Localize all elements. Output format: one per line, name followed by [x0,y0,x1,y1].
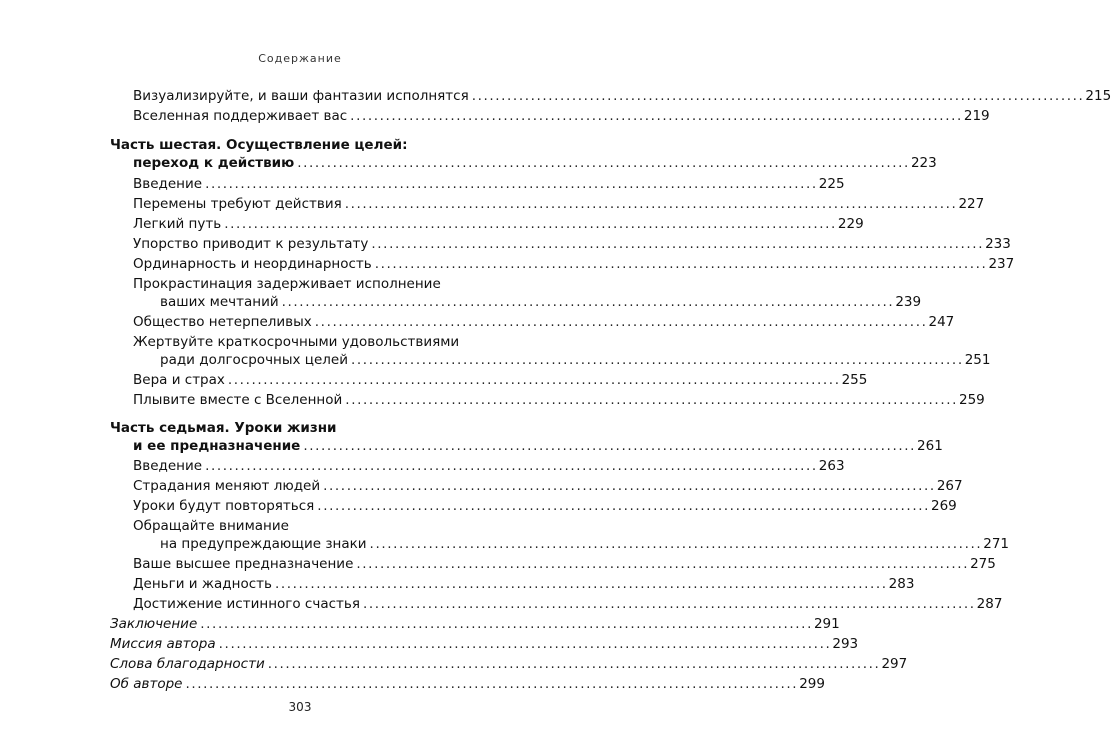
toc-leader-dots: ........................................................................................................ [185,676,799,692]
toc-entry[interactable] [133,498,957,518]
toc-entry-page: 261 [917,438,943,454]
part-heading[interactable] [133,155,937,175]
toc-entry-page: 227 [958,196,985,212]
toc-entry[interactable] [133,334,485,354]
toc-entry-title: Введение [133,176,203,192]
toc-leader-dots: ........................................................................................................ [303,438,917,454]
toc-entry[interactable] [160,294,922,314]
toc-entry[interactable] [133,392,985,412]
toc-entry-page: 293 [832,636,859,652]
toc-entry-title: Легкий путь [133,216,222,232]
toc-leader-dots: ........................................................................................................ [356,556,970,572]
toc-leader-dots: ........................................................................................................ [281,294,895,310]
toc-entry-page: 275 [970,556,996,572]
toc-entry-title: Уроки будут повторяться [133,498,315,514]
toc-leader-dots: ........................................................................................................ [314,314,928,330]
toc-entry[interactable] [110,636,859,656]
toc-entry[interactable] [133,88,1111,108]
toc-entry-title: Достижение истинного счастья [133,596,360,612]
toc-entry-page: 215 [1085,88,1111,104]
toc-leader-dots: ........................................................................................................ [351,352,964,368]
toc-entry-page: 299 [799,676,825,692]
toc-leader-dots: ........................................................................................................ [205,458,818,474]
toc-entry-title: Перемены требуют действия [133,196,342,212]
toc-entry-page: 287 [976,596,1003,612]
toc-entry-title: Упорство приводит к результату [133,236,369,252]
toc-entry[interactable] [110,676,825,696]
toc-entry-title: Заключение [110,616,198,632]
toc-leader-dots: ........................................................................................................ [267,656,881,672]
toc-entry-page: 291 [813,616,840,632]
toc-entry-title: Вселенная поддерживает вас [133,108,348,124]
toc-leader-dots: ........................................................................................................ [345,392,958,408]
toc-entry[interactable] [133,372,868,392]
toc-entry-page: 255 [841,372,868,388]
toc-entry[interactable] [160,536,1010,556]
toc-entry-title: ради долгосрочных целей [160,352,349,368]
toc-leader-dots: ........................................................................................................ [274,576,888,592]
toc-entry[interactable] [110,616,840,636]
toc-entry-page: 219 [963,108,990,124]
toc-leader-dots: ........................................................................................................ [205,176,818,192]
toc-leader-dots: ........................................................................................................ [218,636,832,652]
toc-entry-page: 297 [881,656,908,672]
toc-entry[interactable] [133,478,963,498]
toc-entry-title: Миссия автора [110,636,216,652]
toc-entry-title: Плывите вместе с Вселенной [133,392,343,408]
toc-entry-title: Общество нетерпеливых [133,314,312,330]
toc-entry[interactable] [133,236,1011,256]
toc-leader-dots: ........................................................................................................ [374,256,988,272]
toc-leader-dots: ........................................................................................................ [369,536,983,552]
toc-entry-title: Об авторе [110,676,183,692]
toc-entry[interactable] [133,196,985,216]
toc-entry-page: 259 [959,392,985,408]
toc-entry[interactable] [110,656,908,676]
toc-entry[interactable] [133,256,1015,276]
toc-leader-dots: ........................................................................................................ [200,616,813,632]
toc-entry-page: 283 [888,576,915,592]
toc-leader-dots: ........................................................................................................ [362,596,976,612]
toc-leader-dots: ........................................................................................................ [297,155,910,171]
toc-entry-title: Деньги и жадность [133,576,272,592]
toc-entry-page: 263 [818,458,845,474]
toc-entry-page: 267 [936,478,963,494]
toc-entry-page: 225 [818,176,845,192]
toc-entry-title: Обращайте внимание [133,518,289,534]
toc-entry[interactable] [133,216,864,236]
toc-entry-title: Прокрастинация задерживает исполнение [133,276,441,292]
toc-entry-title: Страдания меняют людей [133,478,321,494]
toc-entry[interactable] [133,518,485,538]
running-head: Содержание [258,52,342,65]
toc-entry-page: 269 [931,498,957,514]
toc-entry-title: Вера и страх [133,372,225,388]
toc-entry[interactable] [133,314,955,334]
toc-leader-dots: ........................................................................................................ [371,236,985,252]
toc-leader-dots: ........................................................................................................ [350,108,963,124]
toc-entry-title: на предупреждающие знаки [160,536,367,552]
toc-leader-dots: ........................................................................................................ [224,216,837,232]
toc-entry[interactable] [133,576,915,596]
part-heading-title: Часть шестая. Осуществление целей: [110,137,408,153]
toc-entry-title: Введение [133,458,203,474]
part-heading-title: переход к действию [133,155,295,171]
part-heading[interactable] [133,438,943,458]
toc-leader-dots: ........................................................................................................ [227,372,841,388]
toc-entry-page: 223 [910,155,937,171]
toc-leader-dots: ........................................................................................................ [323,478,936,494]
toc-entry-page: 233 [985,236,1011,252]
toc-leader-dots: ........................................................................................................ [317,498,930,514]
part-heading-title: и ее предназначение [133,438,301,454]
toc-entry-title: ваших мечтаний [160,294,279,310]
toc-entry-title: Жертвуйте краткосрочными удовольствиями [133,334,460,350]
part-heading-title: Часть седьмая. Уроки жизни [110,420,337,436]
toc-entry-title: Слова благодарности [110,656,265,672]
part-heading[interactable] [110,137,485,157]
toc-entry-title: Визуализируйте, и ваши фантазии исполнятся [133,88,469,104]
toc-entry-page: 229 [837,216,864,232]
toc-leader-dots: ........................................................................................................ [471,88,1085,104]
toc-leader-dots: ........................................................................................................ [344,196,958,212]
toc-entry-page: 247 [928,314,955,330]
toc-entry[interactable] [133,458,845,478]
toc-entry-page: 237 [988,256,1015,272]
toc-entry[interactable] [133,176,845,196]
toc-entry[interactable] [160,352,991,372]
toc-entry[interactable] [133,276,485,296]
toc-entry-title: Ординарность и неординарность [133,256,372,272]
toc-entry-title: Ваше высшее предназначение [133,556,354,572]
toc-entry-page: 239 [895,294,922,310]
toc-entry-page: 271 [983,536,1010,552]
page-number: 303 [288,700,312,714]
toc-entry[interactable] [133,556,996,576]
toc-entry[interactable] [133,596,1003,616]
toc-entry[interactable] [133,108,990,128]
toc-entry-page: 251 [964,352,991,368]
part-heading[interactable] [110,420,485,440]
